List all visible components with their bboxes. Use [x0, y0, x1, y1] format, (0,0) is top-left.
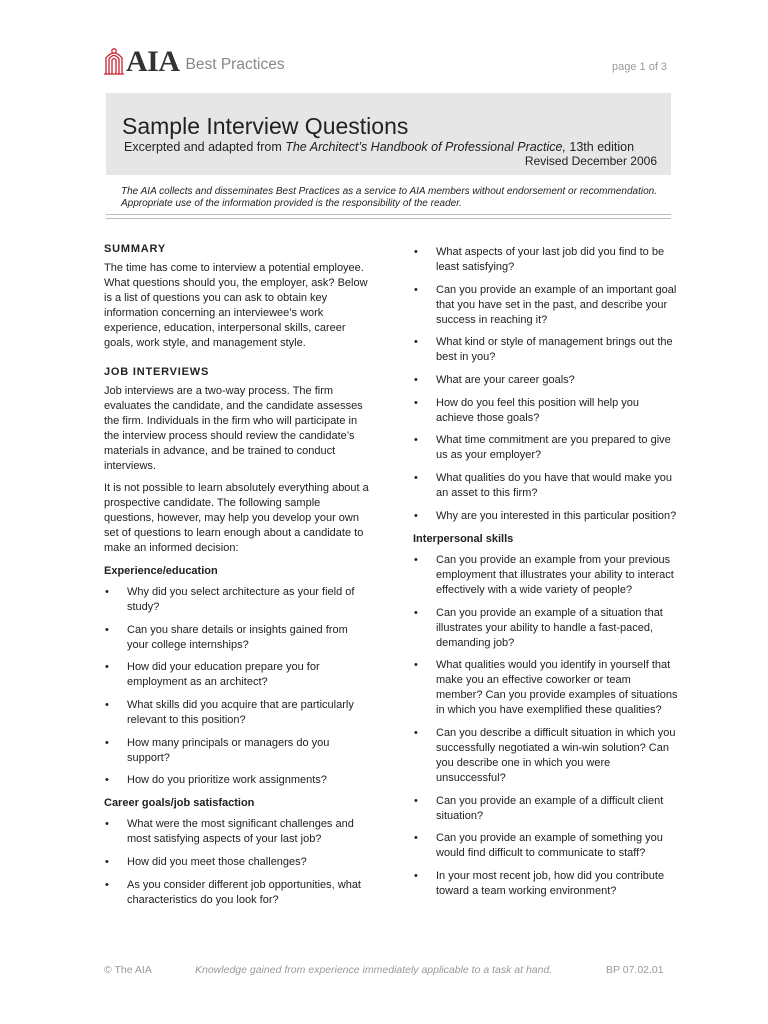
footer-code: BP 07.02.01: [606, 964, 664, 976]
title-band: [106, 93, 671, 175]
bullet-icon: •: [414, 832, 418, 845]
career-goals-list: [104, 817, 370, 907]
career-goals-heading: Career goals/job satisfaction: [104, 797, 255, 810]
footer-copyright: © The AIA: [104, 964, 152, 976]
list-item: • Can you provide an example of a situation that illustrates your ability to handle a fast-paced, demanding job?: [414, 606, 663, 649]
list-item: • Can you provide an example from your previous employment that illustrates your ability to interact effectively with a wide variety of people?: [414, 553, 674, 596]
list-item: • Why are you interested in this particular position?: [414, 509, 677, 522]
bullet-icon: •: [105, 774, 109, 787]
logo-subtitle: Best Practices: [185, 56, 285, 73]
job-interviews-paragraph: It is not possible to learn absolutely everything about a prospective candidate. The following sample questions, however, may help you develop your own set of questions to learn enough about a candidate to make an informed decision:: [104, 482, 369, 554]
page-title: Sample Interview Questions: [122, 113, 409, 139]
source-book-title: The Architect’s Handbook of Professional Practice,: [285, 140, 566, 154]
bullet-icon: •: [105, 856, 109, 869]
source-edition: 13th edition: [565, 140, 635, 154]
bullet-icon: •: [414, 726, 418, 739]
bullet-icon: •: [414, 794, 418, 807]
bullet-icon: •: [414, 869, 418, 882]
bullet-icon: •: [414, 336, 418, 349]
summary-heading: SUMMARY: [104, 243, 167, 255]
list-item: • Can you provide an example of something you would find difficult to communicate to staff?: [414, 832, 663, 860]
list-item: • Can you provide an example of an important goal that you have set in the past, and describe your success in reaching it?: [414, 283, 677, 326]
list-item: • How do you prioritize work assignments?: [105, 774, 327, 787]
bullet-icon: •: [414, 509, 418, 522]
list-item: • Why did you select architecture as your field of study?: [105, 586, 355, 613]
list-item: • As you consider different job opportunities, what characteristics do you look for?: [105, 878, 361, 906]
list-item: • What were the most significant challenges and most satisfying aspects of your last job?: [105, 818, 354, 846]
bullet-icon: •: [414, 246, 418, 258]
source-prefix: Excerpted and adapted from: [124, 140, 286, 154]
aia-emblem-icon: [103, 46, 125, 76]
list-item: • Can you provide an example of a difficult client situation?: [414, 794, 664, 822]
right-column: [413, 245, 679, 907]
interpersonal-skills-list: [413, 553, 679, 899]
job-interviews-paragraph: Job interviews are a two-way process. The firm evaluates the candidate, and the candidate assesses the firm. Individuals in the firm who will participate in the interview process should review the candidate’s materials in advance, and be trained to conduct interviews.: [104, 385, 363, 472]
bullet-icon: •: [414, 553, 418, 566]
logo-text: AIA: [126, 45, 180, 78]
experience-education-list: [104, 585, 370, 788]
bullet-icon: •: [105, 586, 109, 598]
bullet-icon: •: [414, 434, 418, 447]
list-item: • What are your career goals?: [414, 374, 575, 387]
job-interviews-heading: JOB INTERVIEWS: [104, 366, 210, 378]
bullet-icon: •: [414, 283, 418, 296]
bullet-icon: •: [105, 878, 109, 891]
bullet-icon: •: [414, 374, 418, 387]
page-number: page 1 of 3: [612, 61, 668, 73]
list-item: • How many principals or managers do you support?: [105, 736, 330, 764]
revision-date: Revised December 2006: [524, 154, 657, 168]
bullet-icon: •: [414, 606, 418, 619]
list-item: • What qualities do you have that would make you an asset to this firm?: [414, 472, 673, 500]
bullet-icon: •: [105, 818, 109, 831]
experience-education-heading: Experience/education: [104, 565, 218, 577]
bullet-icon: •: [414, 659, 418, 672]
footer-tagline: Knowledge gained from experience immediately applicable to a task at hand.: [195, 964, 553, 976]
bullet-icon: •: [105, 623, 109, 636]
bullet-icon: •: [414, 396, 418, 409]
career-goals-list-continued: [413, 245, 679, 524]
summary-text: The time has come to interview a potential employee. What questions should you, the employer, ask? Below is a list of questions you can ask to obtain key information concerning an interviewee’s work experience, education, interpersonal skills, career goals, work style, and management style.: [104, 262, 368, 349]
bullet-icon: •: [105, 736, 109, 749]
bullet-icon: •: [105, 699, 109, 712]
list-item: • How did you meet those challenges?: [105, 856, 307, 869]
disclaimer: The AIA collects and disseminates Best Practices as a service to AIA members without endorsement or recommendation. Appropriate use of the information provided is the responsibility of the reader.: [121, 186, 657, 209]
source-line: [124, 140, 634, 154]
list-item: • Can you share details or insights gained from your college internships?: [105, 623, 348, 651]
list-item: • Can you describe a difficult situation in which you successfully negotiated a win-win solution? Can you describe one in which you were unsuccessful?: [414, 726, 676, 784]
list-item: • How did your education prepare you for employment as an architect?: [105, 661, 320, 689]
bullet-icon: •: [414, 472, 418, 485]
list-item: • What skills did you acquire that are particularly relevant to this position?: [105, 699, 354, 727]
list-item: • What qualities would you identify in yourself that make you an effective coworker or team member? Can you provide examples of situations in which you have exemplified these qualities?: [414, 659, 678, 717]
left-column: [104, 242, 370, 916]
divider: [106, 214, 671, 215]
list-item: • What aspects of your last job did you find to be least satisfying?: [414, 246, 665, 273]
list-item: • What time commitment are you prepared to give us as your employer?: [414, 434, 671, 462]
divider: [106, 218, 671, 219]
aia-logo: [103, 44, 285, 76]
bullet-icon: •: [105, 661, 109, 674]
list-item: • How do you feel this position will help you achieve those goals?: [414, 396, 640, 424]
interpersonal-skills-heading: Interpersonal skills: [413, 532, 514, 545]
list-item: • In your most recent job, how did you contribute toward a team working environment?: [414, 869, 665, 897]
list-item: • What kind or style of management brings out the best in you?: [414, 336, 673, 364]
